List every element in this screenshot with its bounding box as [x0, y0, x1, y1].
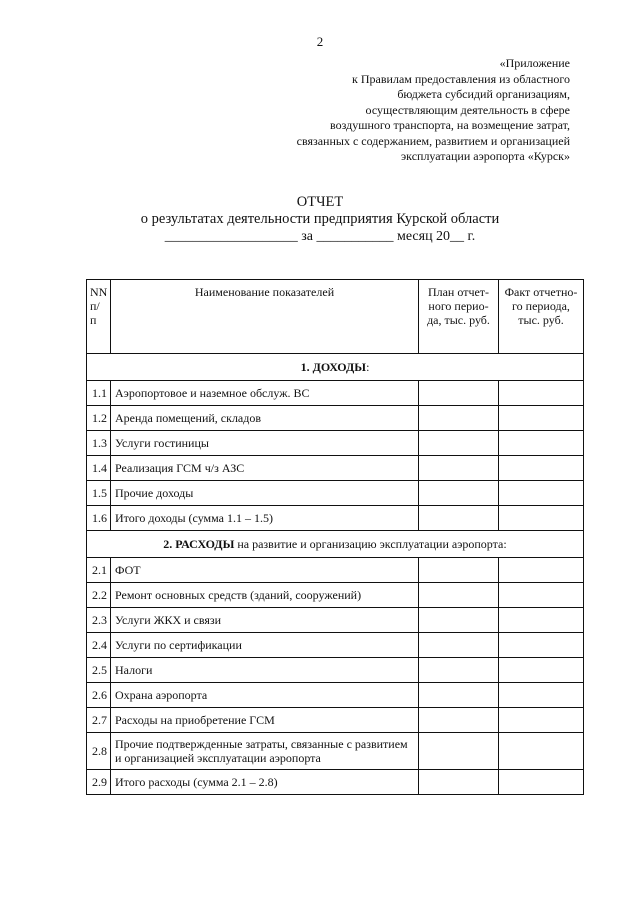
section-income-title [87, 354, 584, 381]
fact-cell[interactable] [499, 733, 584, 770]
report-title [0, 194, 640, 245]
table-row [87, 633, 584, 658]
row-name: ФОТ [111, 558, 419, 583]
row-num: 1.2 [87, 406, 111, 431]
table-row [87, 683, 584, 708]
row-name: Услуги ЖКХ и связи [111, 608, 419, 633]
row-name: Прочие подтвержденные затраты, связанные с развитием и организацией эксплуатации аэропорта [111, 733, 419, 770]
fact-cell[interactable] [499, 558, 584, 583]
row-num: 2.6 [87, 683, 111, 708]
report-title-line: ОТЧЕТ [296, 194, 344, 210]
row-num: 2.3 [87, 608, 111, 633]
appendix-line: к Правилам предоставления из областного [352, 71, 570, 86]
plan-cell[interactable] [419, 733, 499, 770]
row-num: 1.3 [87, 431, 111, 456]
row-num: 2.8 [87, 733, 111, 770]
appendix-line: связанных с содержанием, развитием и организацией [296, 133, 570, 148]
row-num: 1.1 [87, 381, 111, 406]
row-name: Аренда помещений, складов [111, 406, 419, 431]
row-num: 2.2 [87, 583, 111, 608]
header-num: NN п/п [87, 280, 111, 354]
section-expenses-title [87, 531, 584, 558]
row-name: Охрана аэропорта [111, 683, 419, 708]
fact-cell[interactable] [499, 456, 584, 481]
appendix-line: осуществляющим деятельность в сфере [365, 102, 570, 117]
row-name: Реализация ГСМ ч/з АЗС [111, 456, 419, 481]
plan-cell[interactable] [419, 770, 499, 795]
row-name: Услуги по сертификации [111, 633, 419, 658]
plan-cell[interactable] [419, 608, 499, 633]
table-header-row [87, 280, 584, 354]
plan-cell[interactable] [419, 431, 499, 456]
fact-cell[interactable] [499, 770, 584, 795]
plan-cell[interactable] [419, 406, 499, 431]
page-number: 2 [316, 34, 324, 49]
fact-cell[interactable] [499, 708, 584, 733]
row-name: Итого доходы (сумма 1.1 – 1.5) [111, 506, 419, 531]
section-title-bold: 2. РАСХОДЫ [163, 536, 235, 551]
section-row [87, 354, 584, 381]
plan-cell[interactable] [419, 558, 499, 583]
plan-cell[interactable] [419, 708, 499, 733]
fact-cell[interactable] [499, 406, 584, 431]
row-name: Ремонт основных средств (зданий, сооружений) [111, 583, 419, 608]
table-row [87, 770, 584, 795]
plan-cell[interactable] [419, 456, 499, 481]
plan-cell[interactable] [419, 481, 499, 506]
appendix-line: «Приложение [499, 56, 570, 70]
plan-cell[interactable] [419, 658, 499, 683]
report-table [86, 279, 584, 795]
table-row [87, 558, 584, 583]
table-row [87, 406, 584, 431]
fact-cell[interactable] [499, 608, 584, 633]
fact-cell[interactable] [499, 431, 584, 456]
plan-cell[interactable] [419, 583, 499, 608]
fact-cell[interactable] [499, 381, 584, 406]
table-row [87, 708, 584, 733]
appendix-line: воздушного транспорта, на возмещение затрат, [329, 118, 570, 132]
appendix-line: эксплуатации аэропорта «Курск» [401, 149, 570, 163]
section-title-bold: 1. ДОХОДЫ [300, 359, 367, 374]
row-num: 1.6 [87, 506, 111, 531]
report-period-line: ___________________ за ___________ месяц 20__ г. [164, 229, 476, 244]
row-name: Аэропортовое и наземное обслуж. ВС [111, 381, 419, 406]
header-plan: План отчет-ного перио-да, тыс. руб. [419, 280, 499, 354]
row-name: Налоги [111, 658, 419, 683]
row-name: Услуги гостиницы [111, 431, 419, 456]
table-row [87, 456, 584, 481]
table-row [87, 658, 584, 683]
plan-cell[interactable] [419, 633, 499, 658]
header-fact: Факт отчетно-го периода, тыс. руб. [499, 280, 584, 354]
row-num: 2.9 [87, 770, 111, 795]
plan-cell[interactable] [419, 506, 499, 531]
row-num: 1.4 [87, 456, 111, 481]
row-num: 2.1 [87, 558, 111, 583]
fact-cell[interactable] [499, 583, 584, 608]
row-num: 2.7 [87, 708, 111, 733]
section-title-rest: на развитие и организацию эксплуатации аэропорта: [234, 536, 507, 551]
header-name: Наименование показателей [111, 280, 419, 354]
fact-cell[interactable] [499, 683, 584, 708]
fact-cell[interactable] [499, 633, 584, 658]
row-num: 2.4 [87, 633, 111, 658]
table-row [87, 608, 584, 633]
table-row [87, 733, 584, 770]
fact-cell[interactable] [499, 658, 584, 683]
table-row [87, 381, 584, 406]
report-subtitle: о результатах деятельности предприятия Курской области [140, 211, 500, 227]
plan-cell[interactable] [419, 683, 499, 708]
table-row [87, 431, 584, 456]
table-row [87, 506, 584, 531]
row-num: 1.5 [87, 481, 111, 506]
row-name: Прочие доходы [111, 481, 419, 506]
fact-cell[interactable] [499, 506, 584, 531]
row-name: Итого расходы (сумма 2.1 – 2.8) [111, 770, 419, 795]
fact-cell[interactable] [499, 481, 584, 506]
appendix-line: бюджета субсидий организациям, [397, 87, 570, 101]
table-row [87, 583, 584, 608]
section-title-rest: : [366, 359, 370, 374]
section-row [87, 531, 584, 558]
appendix-note [240, 56, 570, 165]
row-num: 2.5 [87, 658, 111, 683]
plan-cell[interactable] [419, 381, 499, 406]
table-row [87, 481, 584, 506]
row-name: Расходы на приобретение ГСМ [111, 708, 419, 733]
